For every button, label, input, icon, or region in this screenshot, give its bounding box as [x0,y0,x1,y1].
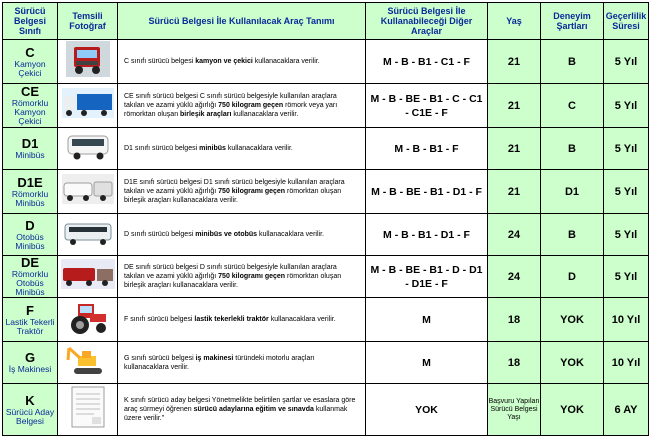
other-vehicles-cell: M [366,298,488,342]
header-class: Sürücü Belgesi Sınıfı [3,3,58,40]
description-text: 750 kilogramı geçen [218,188,286,195]
document-photo [58,384,117,435]
description-cell [118,214,366,256]
description-text: kullanacaklara verilir. [252,58,320,65]
class-cell [3,84,58,128]
license-classes-table [2,2,649,436]
photo-cell [58,256,118,298]
class-cell [3,384,58,436]
class-code: C [25,44,35,60]
description-text: F sınıfı sürücü belgesi [124,316,195,323]
class-code: D [25,217,35,233]
header-description: Sürücü Belgesi İle Kullanılacak Araç Tanımı [118,3,366,40]
photo-cell [58,40,118,84]
table-row [3,342,649,384]
age-cell: 24 [488,256,541,298]
description-text: römork veya yarı römorktan oluşan [124,102,338,118]
experience-cell: B [541,40,604,84]
experience-cell: YOK [541,384,604,436]
class-code: K [25,392,35,408]
description-cell [118,84,366,128]
experience-cell: D [541,256,604,298]
header-validity: Geçerlilik Süresi [604,3,649,40]
description-text: türündeki motorlu araçları kullanacaklara verilir. [124,354,315,371]
table-row [3,40,649,84]
minibus-trailer-photo [58,174,117,209]
description-cell [118,40,366,84]
table-row [3,170,649,214]
experience-cell: B [541,214,604,256]
photo-cell [58,128,118,170]
header-experience: Deneyim Şartları [541,3,604,40]
other-vehicles-cell: M [366,342,488,384]
experience-cell: D1 [541,170,604,214]
table-row [3,128,649,170]
validity-cell: 10 Yıl [604,342,649,384]
class-code: F [26,302,34,318]
class-code: G [24,350,36,365]
excavator-photo [58,342,117,383]
truck-photo [58,41,117,82]
class-code: CE [20,84,40,99]
class-code: D1E [17,174,43,190]
photo-cell [58,298,118,342]
bus-photo [58,217,117,252]
age-cell: 18 [488,298,541,342]
other-vehicles-cell: M - B - B1 - F [366,128,488,170]
description-text: birleşik araçları [180,111,232,118]
photo-cell [58,342,118,384]
description-text: C sınıfı sürücü belgesi [124,58,196,65]
description-text: kullanacaklara verilir. [268,316,336,323]
description-text: minibüs ve otobüs [195,231,258,238]
description-cell [118,170,366,214]
description-text: 750 kilogramı geçen [218,273,286,280]
other-vehicles-cell: M - B - BE - B1 - C - C1 - C1E - F [366,84,488,128]
class-name: Römorklu Minibüs [11,188,49,208]
description-text: D1 sınıfı sürücü belgesi [124,145,200,152]
description-text: 750 kilogram geçen [218,102,284,109]
class-cell [3,256,58,298]
description-text: CE sınıfı sürücü belgesi C sınıfı sürücü belgesiyle kullanılan araçlara takılan ve azami yüklü ağırlığı [124,93,337,109]
age-cell: 21 [488,128,541,170]
class-cell [3,342,58,384]
description-text: römorktan oluşan birleşik araçları kullanacaklara verilir. [124,188,342,204]
class-code: D1 [21,136,39,151]
class-cell [3,40,58,84]
class-cell [3,128,58,170]
description-text: K sınıfı sürücü aday belgesi Yönetmelikte belirtilen şartlar ve esaslara göre araç sürmeyi öğrenen [124,397,356,413]
validity-cell: 5 Yıl [604,214,649,256]
truck-trailer-photo [58,88,117,123]
description-cell [118,128,366,170]
other-vehicles-cell: M - B - BE - B1 - D - D1 - D1E - F [366,256,488,298]
header-photo: Temsili Fotoğraf [58,3,118,40]
description-text: D sınıfı sürücü belgesi [124,231,196,238]
header-other: Sürücü Belgesi İle Kullanabileceği Diğer Araçlar [366,3,488,40]
description-text: kamyon ve çekici [195,58,253,65]
class-name: Minibüs [15,150,45,160]
validity-cell: 6 AY [604,384,649,436]
validity-cell: 5 Yıl [604,170,649,214]
experience-cell: C [541,84,604,128]
age-cell: 21 [488,170,541,214]
header-row [3,3,649,40]
tractor-photo [58,298,117,341]
class-cell [3,170,58,214]
validity-cell: 5 Yıl [604,128,649,170]
header-age: Yaş [488,3,541,40]
class-code: DE [20,255,40,270]
description-text: sürücü adaylarına eğitim ve sınavda [193,406,314,413]
class-name: İş Makinesi [8,364,52,374]
class-name: Römorklu Kamyon Çekici [11,98,49,126]
minibus-photo [58,130,117,167]
age-cell: 21 [488,40,541,84]
validity-cell: 5 Yıl [604,84,649,128]
bus-trailer-photo [58,259,117,294]
description-text: kullanmak üzere verilir." [124,406,348,422]
description-text: iş makinesi [195,354,234,362]
table-row [3,214,649,256]
photo-cell [58,214,118,256]
description-cell [118,256,366,298]
description-text: G sınıfı sürücü belgesi [124,354,196,362]
photo-cell [58,84,118,128]
other-vehicles-cell: M - B - B1 - D1 - F [366,214,488,256]
description-text: lastik tekerlekli traktör [194,316,269,323]
description-text: römorktan oluşan birleşik araçları kullanacaklara verilir. [124,273,342,289]
age-cell: Başvuru Yapılan Sürücü Belgesi Yaşı [488,384,541,436]
photo-cell [58,170,118,214]
other-vehicles-cell: M - B - B1 - C1 - F [366,40,488,84]
experience-cell: YOK [541,298,604,342]
other-vehicles-cell: YOK [366,384,488,436]
age-cell: 24 [488,214,541,256]
class-cell [3,214,58,256]
age-cell: 21 [488,84,541,128]
description-text: DE sınıfı sürücü belgesi D sınıfı sürücü belgesiyle kullanılan araçlara takılan ve azami yüklü ağırlığı [124,264,337,280]
description-text: kullanacaklara verilir. [225,145,293,152]
description-cell [118,298,366,342]
validity-cell: 5 Yıl [604,256,649,298]
validity-cell: 10 Yıl [604,298,649,342]
experience-cell: YOK [541,342,604,384]
table-row [3,84,649,128]
class-name: Sürücü Aday Belgesi [5,406,55,426]
description-text: D1E sınıfı sürücü belgesi D1 sınıfı sürücü belgesiyle kullanılan araçlara takılan ve azami yüklü ağırlığı [124,179,345,195]
class-name: Lastik Tekerli Traktör [5,316,55,336]
class-name: Römorklu Otobüs Minibüs [11,269,49,297]
class-name: Kamyon Çekici [14,58,46,78]
class-name: Otobüs Minibüs [15,231,45,251]
age-cell: 18 [488,342,541,384]
photo-cell [58,384,118,436]
description-text: minibüs [199,145,226,152]
table-row [3,256,649,298]
experience-cell: B [541,128,604,170]
table-row [3,298,649,342]
description-cell [118,342,366,384]
class-cell [3,298,58,342]
validity-cell: 5 Yıl [604,40,649,84]
description-text: kullanacaklara verilir. [231,111,299,118]
description-text: kullanacaklara verilir. [257,231,324,238]
table-row [3,384,649,436]
other-vehicles-cell: M - B - BE - B1 - D1 - F [366,170,488,214]
description-cell [118,384,366,436]
